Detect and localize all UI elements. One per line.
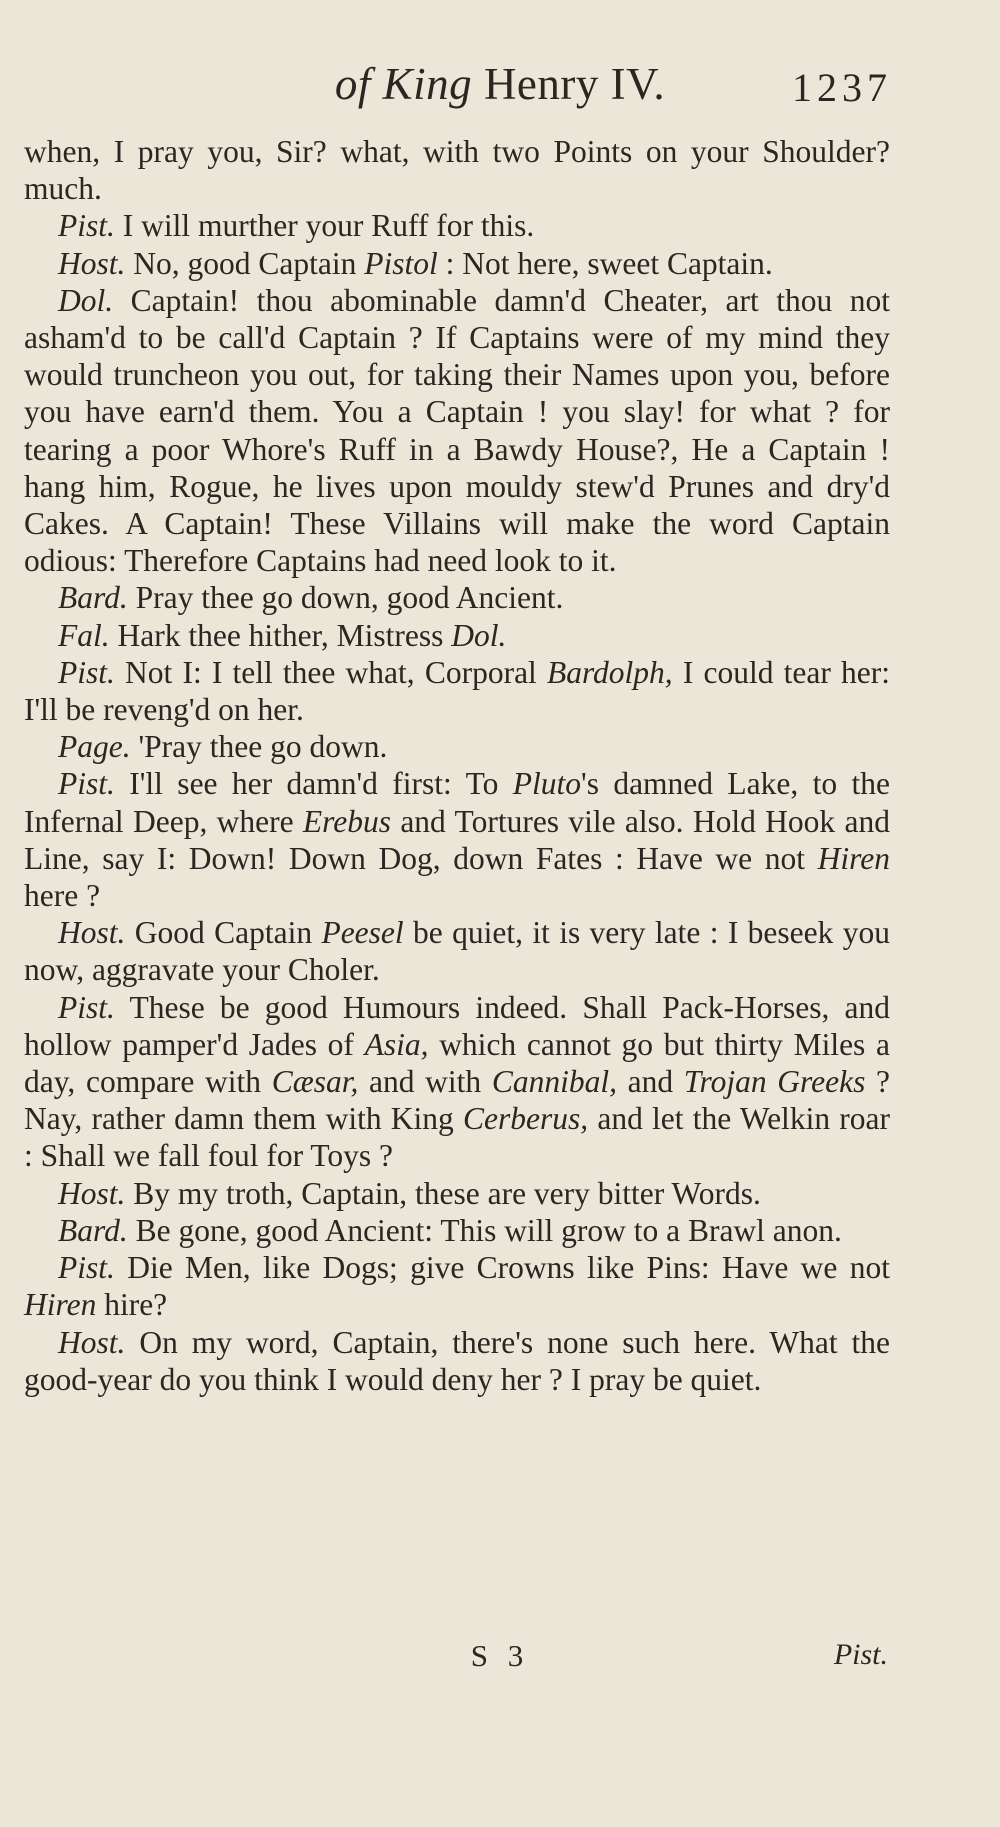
speech-text: 's damned Lake, to the Infernal Deep, where xyxy=(24,766,890,839)
speaker: Pist. xyxy=(58,766,115,802)
page-header xyxy=(0,58,1000,118)
speech-text: Die Men, like Dogs; give Crowns like Pins: Have we not xyxy=(114,1250,890,1286)
speaker: Host. xyxy=(58,915,126,951)
speech xyxy=(24,282,890,580)
proper-name: Erebus xyxy=(302,803,391,839)
speech xyxy=(24,1249,890,1323)
speech-text: Not I: I tell thee what, Corporal xyxy=(114,654,547,690)
speech xyxy=(24,1175,890,1212)
speaker: Host. xyxy=(58,245,126,281)
speaker: Pist. xyxy=(58,208,115,244)
speech-continuation: when, I pray you, Sir? what, with two Points on your Shoulder? much. xyxy=(24,134,890,207)
speaker: Page. xyxy=(58,729,131,765)
speech xyxy=(24,245,890,282)
speaker: Host. xyxy=(58,1324,126,1360)
speech-text: No, good Captain xyxy=(125,245,365,281)
speech-text: and Tortures vile also. Hold Hook and Line, say I: Down! Down Dog, down Fates : Have we not xyxy=(24,803,890,876)
speech xyxy=(24,654,890,728)
speech-text: Be gone, good Ancient: This will grow to a Brawl anon. xyxy=(127,1212,842,1248)
speech-text: here ? xyxy=(24,878,101,914)
speech-text: Good Captain xyxy=(125,915,322,951)
speech-text: hire? xyxy=(96,1287,168,1323)
speaker: Bard. xyxy=(58,580,128,616)
proper-name: Hiren xyxy=(817,840,890,876)
speech xyxy=(24,579,890,616)
speaker: Pist. xyxy=(58,654,115,690)
speaker: Fal. xyxy=(58,617,110,653)
body-text xyxy=(24,133,890,1398)
speech-text: By my troth, Captain, these are very bitter Words. xyxy=(125,1175,761,1211)
running-title-main: Henry IV. xyxy=(472,59,666,109)
speech xyxy=(24,765,890,914)
speech xyxy=(24,207,890,244)
speaker: Dol. xyxy=(58,282,114,318)
signature-mark: S 3 xyxy=(470,1638,530,1673)
speaker: Pist. xyxy=(58,989,115,1025)
speech-text: On my word, Captain, there's none such here. What the good-year do you think I would deny her ? I pray be quiet. xyxy=(24,1324,890,1397)
speech-text: : Not here, sweet Captain. xyxy=(437,245,773,281)
proper-name: Dol. xyxy=(451,617,507,653)
speech-text: which cannot go but thirty Miles a day, compare with xyxy=(24,1026,890,1100)
speaker: Bard. xyxy=(58,1212,128,1248)
speech xyxy=(24,914,890,988)
speech-text: Captain! thou abominable damn'd Cheater, art thou not asham'd to be call'd Captain ? If Captains were of my mind they would truncheon you out, for taking their Names upon you, before you have earn'd them. You a Captain ! you slay! for what ? for tearing a poor Whore's Ruff in a Bawdy House?, He a Captain ! hang him, Rogue, he lives upon mouldy stew'd Prunes and dry'd Cakes. A Captain! These Villains will make the word Captain odious: Therefore Captains had need look to it. xyxy=(24,282,890,579)
proper-name: Bardolph, xyxy=(546,654,673,690)
speech-text: Pray thee go down, good Ancient. xyxy=(127,580,564,616)
speech xyxy=(24,1324,890,1398)
speech-text: and xyxy=(616,1064,684,1100)
proper-name: Cannibal, xyxy=(491,1064,617,1100)
proper-name: Pluto xyxy=(512,766,582,802)
running-title-prefix: of King xyxy=(334,59,473,109)
speech-text: I will murther your Ruff for this. xyxy=(114,208,535,244)
speech-text: Hark thee hither, Mistress xyxy=(109,617,452,653)
proper-name: Hiren xyxy=(24,1287,97,1323)
proper-name: Cerberus, xyxy=(463,1101,589,1137)
catchword: Pist. xyxy=(833,1638,888,1671)
speech-text: I'll see her damn'd first: To xyxy=(114,766,513,802)
speech-text: and let the Welkin roar : Shall we fall foul for Toys ? xyxy=(24,1101,890,1174)
page-number: 1237 xyxy=(792,65,892,110)
speech-text: and with xyxy=(358,1064,492,1100)
speech-text: These be good Humours indeed. Shall Pack-Horses, and hollow pamper'd Jades of xyxy=(24,989,890,1062)
speech-text: I could tear her: I'll be reveng'd on her. xyxy=(24,654,890,728)
speech-text: 'Pray thee go down. xyxy=(130,729,388,765)
speech xyxy=(24,617,890,654)
proper-name: Pistol xyxy=(364,245,438,281)
proper-name: Cæsar, xyxy=(271,1064,359,1100)
speech xyxy=(24,1212,890,1249)
speech xyxy=(24,989,890,1175)
speech-text: ? Nay, rather damn them with King xyxy=(24,1064,890,1137)
proper-name: Asia, xyxy=(364,1026,429,1062)
speech xyxy=(24,728,890,765)
speaker: Host. xyxy=(58,1175,126,1211)
speaker: Pist. xyxy=(58,1250,115,1286)
proper-name: Peesel xyxy=(321,915,404,951)
speech-text: be quiet, it is very late : I beseek you now, aggravate your Choler. xyxy=(24,915,890,988)
proper-name: Trojan Greeks xyxy=(683,1064,866,1100)
page-footer xyxy=(0,1638,1000,1688)
